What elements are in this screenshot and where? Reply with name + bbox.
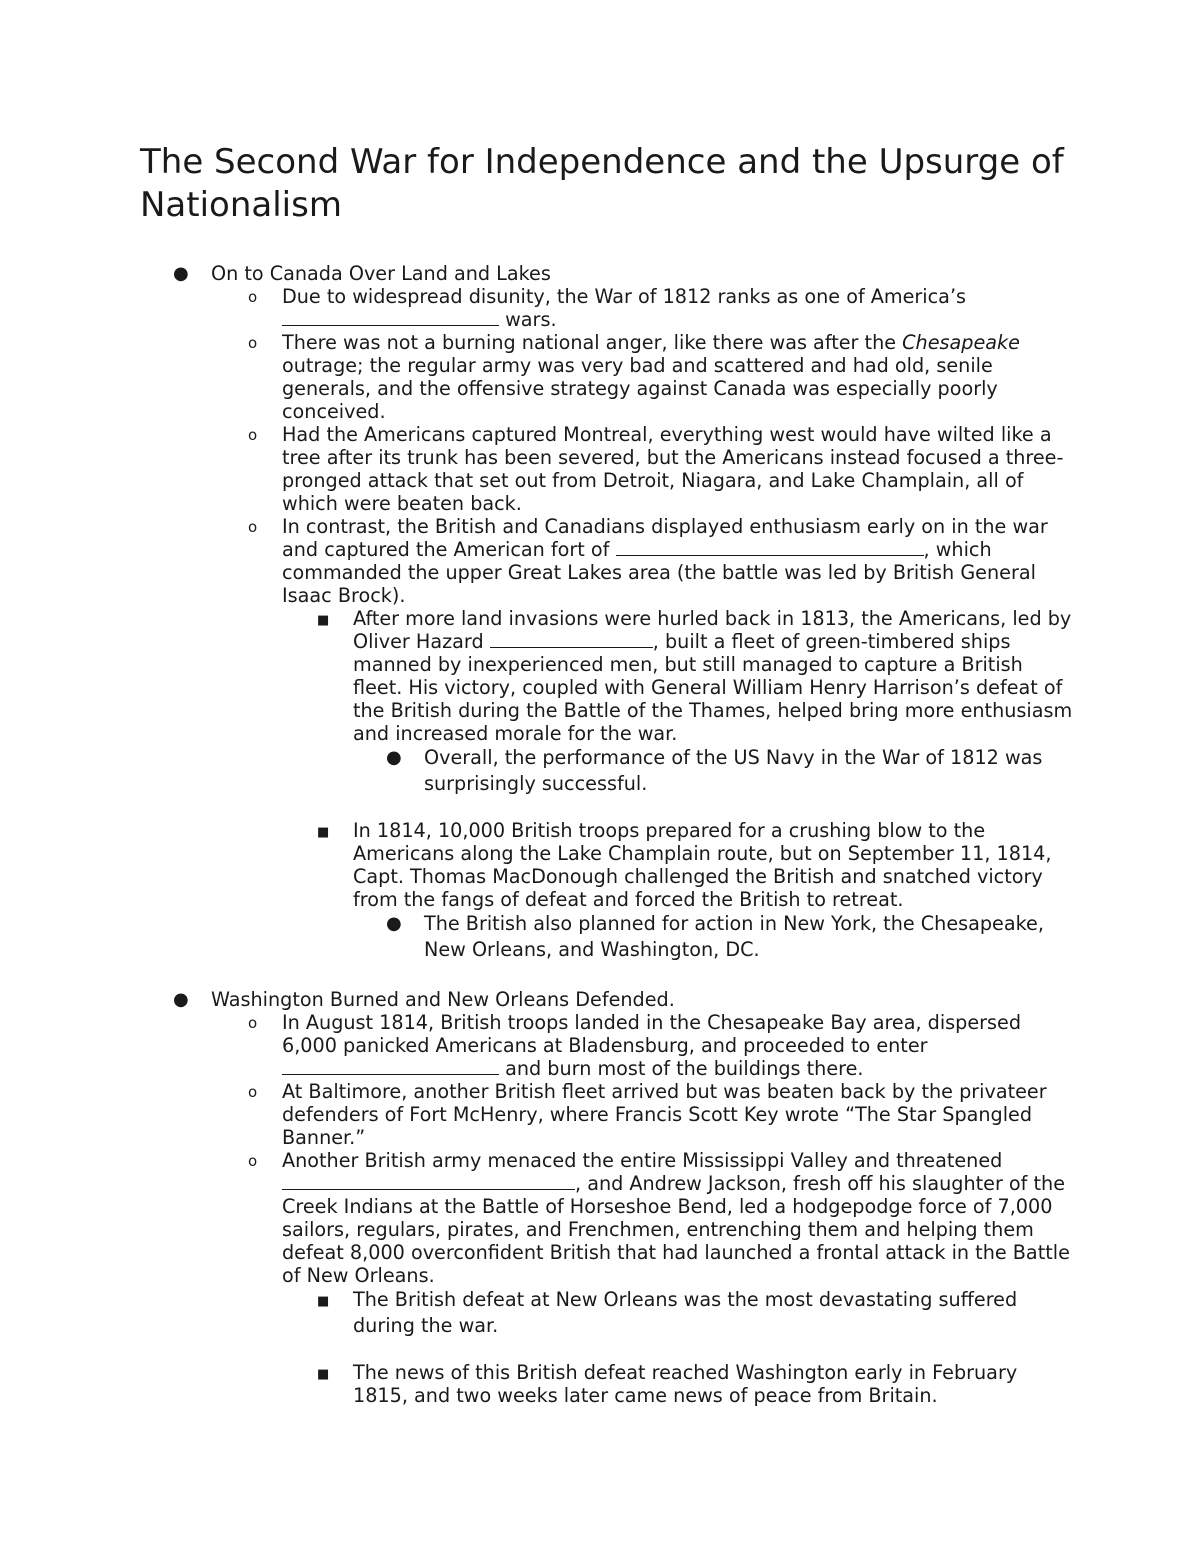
bullet-circle-icon: o	[248, 426, 258, 444]
item-text: The British also planned for action in New York, the Chesapeake, New Orleans, and Washington, DC.	[424, 912, 1044, 961]
section-heading-text: Washington Burned and New Orleans Defended.	[211, 988, 675, 1011]
item-text: , which commanded the upper Great Lakes area (the battle was led by British General Isaac Brock).	[282, 538, 1036, 607]
list-item	[248, 285, 1072, 331]
item-text: outrage; the regular army was very bad and scattered and had old, senile generals, and the offensive strategy against Canada was especially poorly conceived.	[282, 354, 998, 423]
outline-list	[0, 262, 1200, 1407]
italic-term: Chesapeake	[902, 331, 1020, 354]
list-item	[248, 515, 1072, 607]
bullet-square-icon: ■	[317, 1294, 330, 1309]
bullet-square-icon: ■	[317, 613, 330, 628]
bullet-square-icon: ■	[317, 825, 330, 840]
fill-in-blank	[282, 1172, 575, 1190]
item-text: wars.	[505, 308, 557, 331]
item-text: and burn most of the buildings there.	[505, 1057, 864, 1080]
item-text: Had the Americans captured Montreal, everything west would have wilted like a tree after its trunk has been severed, but the Americans instead focused a three-pronged attack that set out from Detroit, Niagara, and Lake Champlain, all of which were beaten back.	[282, 423, 1064, 515]
bullet-circle-icon: o	[248, 1014, 258, 1032]
item-text: At Baltimore, another British fleet arrived but was beaten back by the privateer defenders of Fort McHenry, where Francis Scott Key wrote “The Star Spangled Banner.”	[282, 1080, 1047, 1149]
list-item	[386, 745, 1074, 797]
item-text: , and Andrew Jackson, fresh off his slaughter of the Creek Indians at the Battle of Horseshoe Bend, led a hodgepodge force of 7,000 sailors, regulars, pirates, and Frenchmen, entrenching them and helping them defeat 8,000 overconfident British that had launched a frontal attack in the Battle of New Orleans.	[282, 1172, 1070, 1287]
bullet-circle-icon: o	[248, 518, 258, 536]
list-item	[248, 331, 1072, 423]
item-text: , built a fleet of green-timbered ships manned by inexperienced men, but still managed to capture a British fleet. His victory, coupled with General William Henry Harrison’s defeat of the British during the Battle of the Thames, helped bring more enthusiasm and increased morale for the war.	[353, 630, 1073, 745]
bullet-dot-icon: ●	[386, 913, 402, 934]
fill-in-blank	[282, 308, 499, 326]
bullet-circle-icon: o	[248, 334, 258, 352]
bullet-dot-icon: ●	[386, 747, 402, 768]
fill-in-blank	[616, 538, 924, 556]
item-text: In August 1814, British troops landed in the Chesapeake Bay area, dispersed 6,000 panicked Americans at Bladensburg, and proceeded to enter	[282, 1011, 1022, 1057]
list-item	[248, 1149, 1072, 1287]
list-item	[317, 1361, 1073, 1407]
fill-in-blank	[490, 630, 653, 648]
document-title: The Second War for Independence and the Upsurge of Nationalism	[140, 142, 1064, 225]
item-text: The British defeat at New Orleans was the most devastating suffered during the war.	[353, 1288, 1018, 1337]
item-text: Overall, the performance of the US Navy in the War of 1812 was surprisingly successful.	[424, 746, 1043, 795]
section-heading	[173, 262, 1091, 285]
section-heading	[173, 988, 1091, 1011]
list-item	[248, 1080, 1072, 1149]
item-text: After more land invasions were hurled back in 1813, the Americans, led by Oliver Hazard	[353, 607, 1072, 653]
item-text: In contrast, the British and Canadians displayed enthusiasm early on in the war and captured the American fort of	[282, 515, 1048, 561]
item-text: There was not a burning national anger, like there was after the	[282, 331, 897, 354]
bullet-circle-icon: o	[248, 1152, 258, 1170]
list-item	[317, 819, 1073, 911]
list-item	[317, 607, 1073, 745]
item-text: Due to widespread disunity, the War of 1812 ranks as one of America’s	[282, 285, 967, 308]
item-text: The news of this British defeat reached Washington early in February 1815, and two weeks later came news of peace from Britain.	[353, 1361, 1018, 1407]
item-text: Another British army menaced the entire Mississippi Valley and threatened	[282, 1149, 1003, 1172]
bullet-dot-icon: ●	[173, 263, 189, 284]
section-heading-text: On to Canada Over Land and Lakes	[211, 262, 551, 285]
bullet-square-icon: ■	[317, 1367, 330, 1382]
bullet-dot-icon: ●	[173, 989, 189, 1010]
item-text: In 1814, 10,000 British troops prepared for a crushing blow to the Americans along the Lake Champlain route, but on September 11, 1814, Capt. Thomas MacDonough challenged the British and snatched victory from the fangs of defeat and forced the British to retreat.	[353, 819, 1052, 911]
list-item	[248, 423, 1072, 515]
list-item	[248, 1011, 1072, 1080]
fill-in-blank	[282, 1057, 499, 1075]
bullet-circle-icon: o	[248, 1083, 258, 1101]
list-item	[386, 911, 1074, 963]
bullet-circle-icon: o	[248, 288, 258, 306]
list-item	[317, 1287, 1073, 1339]
